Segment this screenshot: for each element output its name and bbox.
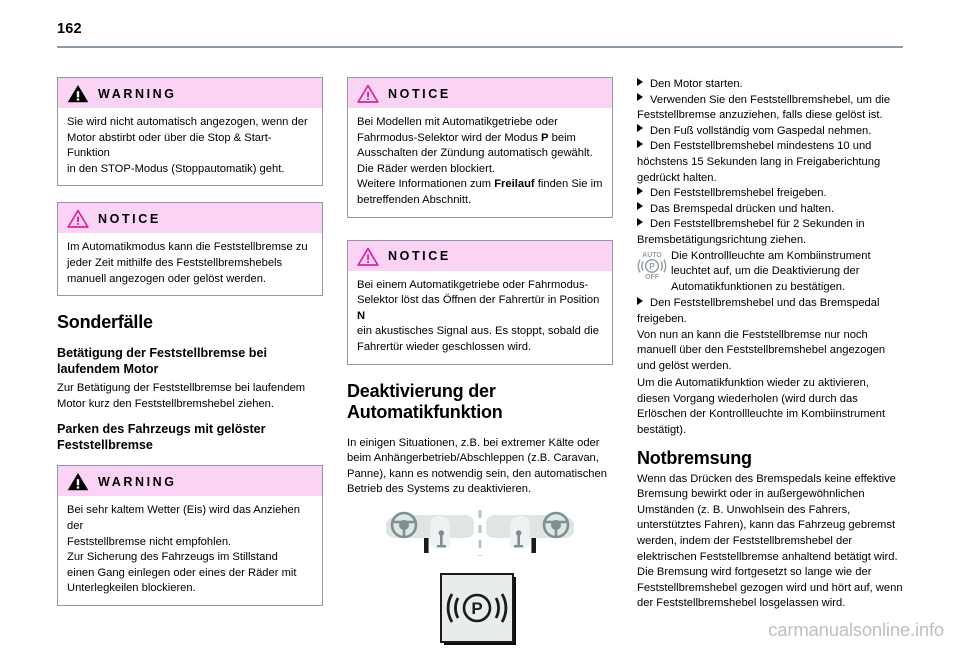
callout-body [58, 233, 322, 295]
step-text: Verwenden Sie den Feststellbremshebel, um die Feststellbremse anzuziehen, falls diese gelöst ist. [637, 93, 891, 122]
list-item [637, 77, 903, 93]
notice-triangle-icon [357, 84, 379, 103]
section-heading-sonderfaelle: Sonderfälle [57, 312, 153, 333]
callout-line: Selektor löst das Öffnen der Fahrertür in Position N [357, 294, 600, 322]
callout-header [348, 241, 612, 271]
callout-line: Weitere Informationen zum Freilauf finden Sie im [357, 178, 603, 191]
column-middle [347, 77, 613, 617]
callout-body [58, 496, 322, 605]
column-left [57, 77, 323, 617]
callout-line: Fahrertür wieder geschlossen wird. [357, 340, 532, 353]
page-content [57, 77, 903, 617]
procedure-steps-list-continued [637, 296, 903, 327]
parking-brake-lever-icon [424, 538, 429, 553]
callout-line: jeder Zeit mithilfe des Feststellbremshebels [67, 256, 283, 269]
step-text: Den Feststellbremshebel für 2 Sekunden in Bremsbetätigungsrichtung ziehen. [637, 218, 865, 246]
indicator-top-text: AUTO [642, 251, 662, 259]
callout-title: NOTICE [98, 211, 161, 226]
subheading-parken: Parken des Fahrzeugs mit gelöster Feststellbremse [57, 422, 266, 452]
triangle-bullet-icon [637, 297, 643, 305]
callout-line: in den STOP-Modus (Stoppautomatik) geht. [67, 162, 285, 175]
callout-line: Bei einem Automatikgetriebe oder Fahrmodus- [357, 278, 589, 291]
callout-line: Die Räder werden blockiert. [357, 162, 496, 175]
parking-brake-lever-icon [531, 538, 536, 553]
callout-notice-automatikmodus [57, 202, 323, 296]
triangle-bullet-icon [637, 218, 643, 226]
callout-line: Bei sehr kaltem Wetter (Eis) wird das Anziehen der [67, 504, 300, 532]
list-item [637, 93, 903, 124]
svg-text:P: P [649, 261, 655, 271]
callout-line: einen Gang einlegen oder eines der Räder mit [67, 566, 297, 579]
callout-line: Zur Sicherung des Fahrzeugs im Stillstand [67, 551, 278, 564]
header-divider [57, 46, 903, 48]
list-item [637, 296, 903, 327]
step-text: Den Feststellbremshebel freigeben. [650, 187, 827, 200]
notice-triangle-icon [357, 247, 379, 266]
indicator-note [637, 249, 903, 296]
callout-title: NOTICE [388, 249, 451, 264]
paragraph-notbremsung: Wenn das Drücken des Bremspedals keine effektive Bremsung bewirkt oder in außergewöhnlichen Umständen (z. B. Unwohlsein des Fahrers, unterstütztes Fahren), kann das Fahrzeug gebremst werden, indem der Feststellbremshebel der elektrischen Feststellbremse anhaltend betätigt wird. Die Bremsung wird fortgesetzt so lange wie der Feststellbremshebel gezogen wird und hört auf, wenn der Feststellbremshebel losgelassen wird. [637, 472, 903, 610]
list-item [637, 139, 903, 186]
callout-header [348, 78, 612, 108]
step-text: Das Bremspedal drücken und halten. [650, 202, 835, 215]
callout-line: Bei Modellen mit Automatikgetriebe oder [357, 116, 558, 128]
steering-wheel-right-hand-drive [486, 513, 574, 553]
list-item [637, 186, 903, 202]
section-heading-deaktivierung: Deaktivierung der Automatikfunktion [347, 380, 503, 422]
list-item [637, 124, 903, 140]
dashboard-parking-brake-illustration [347, 508, 613, 648]
subheading-betaetigung: Betätigung der Feststellbremse bei laufendem Motor [57, 346, 267, 376]
list-item [637, 202, 903, 218]
callout-title: NOTICE [388, 86, 451, 101]
callout-line: Fahrmodus-Selektor wird der Modus P beim [357, 131, 576, 144]
procedure-steps-list [637, 77, 903, 249]
section-heading-notbremsung: Notbremsung [637, 447, 752, 468]
notice-triangle-icon [67, 209, 89, 228]
paragraph-von-nun-an: Von nun an kann die Feststellbremse nur noch manuell über den Feststellbremshebel angezogen und gelöst werden. [637, 328, 886, 372]
triangle-bullet-icon [637, 187, 643, 195]
list-item [637, 217, 903, 248]
column-right [637, 77, 903, 617]
page-number: 162 [57, 21, 82, 37]
callout-line: Sie wird nicht automatisch angezogen, wenn der [67, 116, 308, 128]
illustration-svg [378, 508, 582, 648]
triangle-bullet-icon [637, 202, 643, 210]
triangle-bullet-icon [637, 78, 643, 86]
callout-notice-fahrertuer [347, 240, 613, 365]
indicator-bottom-text: OFF [645, 273, 659, 281]
step-text: Den Motor starten. [650, 78, 743, 90]
callout-line: Feststellbremse nicht empfohlen. [67, 535, 232, 548]
warning-triangle-icon [67, 472, 89, 491]
callout-title: WARNING [98, 474, 177, 489]
callout-body [348, 271, 612, 364]
steering-wheel-left-hand-drive [386, 513, 474, 553]
callout-warning-kaltes-wetter [57, 465, 323, 606]
step-text: Den Feststellbremshebel und das Bremspedal freigeben. [637, 297, 880, 325]
callout-notice-automatikgetriebe [347, 77, 613, 218]
paragraph-betaetigung: Zur Betätigung der Feststellbremse bei laufendem Motor kurz den Feststellbremshebel ziehen. [57, 382, 306, 410]
step-text: Den Fuß vollständig vom Gaspedal nehmen. [650, 124, 872, 137]
callout-line: manuell angezogen oder gelöst werden. [67, 272, 267, 285]
callout-line: Motor abstirbt oder über die Stop & Start-Funktion [67, 131, 272, 160]
callout-header [58, 203, 322, 233]
auto-parking-brake-off-indicator-icon [637, 249, 667, 281]
electric-parking-brake-switch [441, 574, 516, 645]
callout-line: Unterlegkeilen blockieren. [67, 582, 196, 595]
paragraph-deaktivierung: In einigen Situationen, z.B. bei extremer Kälte oder beim Anhängerbetrieb/Abschleppen (z.B. Caravan, Panne), kann es notwendig sein, den automatischen Betrieb des Systems zu deaktivieren. [347, 436, 607, 496]
callout-header [58, 78, 322, 108]
indicator-note-text: Die Kontrollleuchte am Kombiinstrument leuchtet auf, um die Deaktivierung der Automatikfunktionen zu bestätigen. [671, 249, 871, 293]
svg-text:P: P [471, 598, 483, 618]
watermark: carmanualsonline.info [768, 619, 944, 640]
callout-title: WARNING [98, 86, 177, 101]
step-text: Den Feststellbremshebel mindestens 10 und höchstens 15 Sekunden lang in Freigaberichtung gedrückt halten. [637, 140, 881, 184]
callout-line: ein akustisches Signal aus. Es stoppt, sobald die [357, 325, 599, 338]
page-header [0, 0, 960, 48]
triangle-bullet-icon [637, 140, 643, 148]
triangle-bullet-icon [637, 124, 643, 132]
callout-line: Im Automatikmodus kann die Feststellbremse zu [67, 241, 308, 254]
paragraph-um-die-automatikfunktion: Um die Automatikfunktion wieder zu aktivieren, diesen Vorgang wiederholen (wird durch das Erlöschen der Kontrollleuchte im Kombiinstrument bestätigt). [637, 377, 886, 437]
callout-body [58, 108, 322, 185]
triangle-bullet-icon [637, 93, 643, 101]
callout-line: Ausschalten der Zündung automatisch gewählt. [357, 147, 593, 160]
callout-line: betreffenden Abschnitt. [357, 193, 472, 206]
callout-body [348, 108, 612, 217]
callout-header [58, 466, 322, 496]
warning-triangle-icon [67, 84, 89, 103]
callout-warning-stop-start [57, 77, 323, 186]
